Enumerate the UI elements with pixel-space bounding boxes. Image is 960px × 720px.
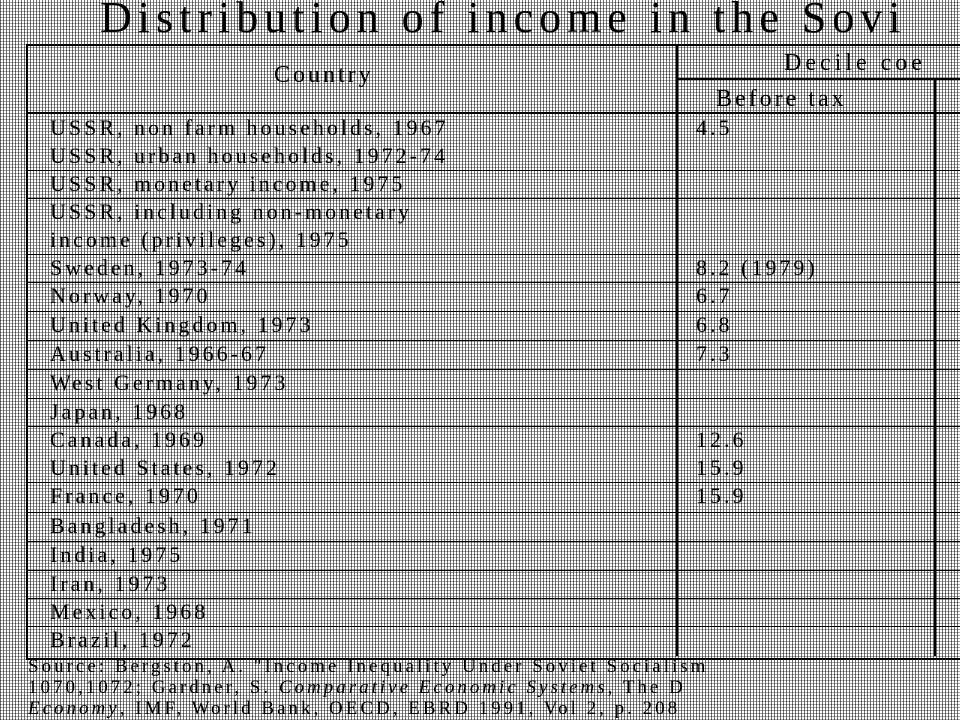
table-row — [28, 426, 960, 454]
country-cell: Sweden, 1973-74 — [50, 255, 249, 280]
row-divider — [26, 398, 960, 399]
page-title: Distribution of income in the Sovi — [100, 0, 907, 42]
row-divider — [26, 254, 960, 255]
row-divider — [26, 311, 960, 312]
before-tax-cell: 15.9 — [696, 483, 747, 508]
source-line-2 — [28, 677, 960, 698]
source-book-title: Comparative Economic Systems — [278, 677, 608, 698]
country-cell: USSR, urban households, 1972-74 — [50, 143, 448, 168]
country-cell: France, 1970 — [50, 483, 201, 508]
country-cell: USSR, including non-monetary — [50, 199, 413, 224]
source-line-3-italic: Economy — [28, 698, 120, 719]
before-tax-cell: 4.5 — [696, 115, 733, 140]
table-row — [28, 170, 960, 198]
country-cell: Australia, 1966-67 — [50, 341, 269, 366]
row-divider — [26, 482, 960, 483]
table-row — [28, 254, 960, 282]
table-row — [28, 398, 960, 426]
table-row — [28, 626, 960, 654]
country-cell: Brazil, 1972 — [50, 627, 195, 652]
country-cell: Mexico, 1968 — [50, 599, 209, 624]
before-tax-cell: 7.3 — [696, 341, 733, 366]
source-note — [28, 656, 960, 719]
country-cell: Iran, 1973 — [50, 571, 171, 596]
header-divider — [676, 78, 960, 80]
country-cell: United Kingdom, 1973 — [50, 312, 314, 337]
header-before-tax: Before tax — [716, 86, 847, 112]
table-row — [28, 311, 960, 339]
header-country: Country — [274, 62, 374, 88]
before-tax-cell: 8.2 (1979) — [696, 255, 818, 280]
country-cell-line2: income (privileges), 1975 — [50, 227, 352, 252]
row-divider — [26, 340, 960, 341]
row-divider — [26, 170, 960, 171]
source-line-3 — [28, 698, 960, 719]
table-row — [28, 598, 960, 626]
table-row — [28, 454, 960, 482]
table-row — [28, 512, 960, 540]
country-cell: Bangladesh, 1971 — [50, 513, 256, 538]
table-row — [28, 282, 960, 310]
before-tax-cell: 12.6 — [696, 427, 747, 452]
country-cell: Japan, 1968 — [50, 399, 189, 424]
table-row — [28, 541, 960, 569]
country-cell: Norway, 1970 — [50, 283, 211, 308]
before-tax-cell: 6.7 — [696, 283, 733, 308]
table-row — [28, 340, 960, 368]
table-row — [28, 114, 960, 142]
table-row — [28, 369, 960, 397]
row-divider — [26, 426, 960, 427]
row-divider — [26, 570, 960, 571]
row-divider — [26, 282, 960, 283]
table-row — [28, 142, 960, 170]
table-row — [28, 198, 960, 254]
source-line-2-prefix: 1070,1072; Gardner, S. — [28, 677, 279, 698]
row-divider — [26, 626, 960, 627]
row-divider — [26, 369, 960, 370]
source-line-1: Source: Bergston, A. "Income Inequality Under Soviet Socialism — [28, 656, 709, 677]
country-cell: West Germany, 1973 — [50, 370, 289, 395]
source-line-2-suffix: , The D — [607, 677, 686, 698]
source-line-3-suffix: , IMF, World Bank, OECD, EBRD 1991, Vol 2, p. 208 — [119, 698, 681, 719]
before-tax-cell: 15.9 — [696, 455, 747, 480]
before-tax-cell: 6.8 — [696, 312, 733, 337]
country-cell: USSR, non farm households, 1967 — [50, 115, 449, 140]
header-decile-coefficient: Decile coe — [784, 50, 926, 76]
row-divider — [26, 512, 960, 513]
row-divider — [26, 541, 960, 542]
row-divider — [26, 198, 960, 199]
country-cell: Canada, 1969 — [50, 427, 207, 452]
country-cell: USSR, monetary income, 1975 — [50, 171, 406, 196]
country-cell: India, 1975 — [50, 542, 184, 567]
country-cell: United States, 1972 — [50, 455, 280, 480]
row-divider — [26, 598, 960, 599]
table-row — [28, 570, 960, 598]
table-row — [28, 482, 960, 510]
